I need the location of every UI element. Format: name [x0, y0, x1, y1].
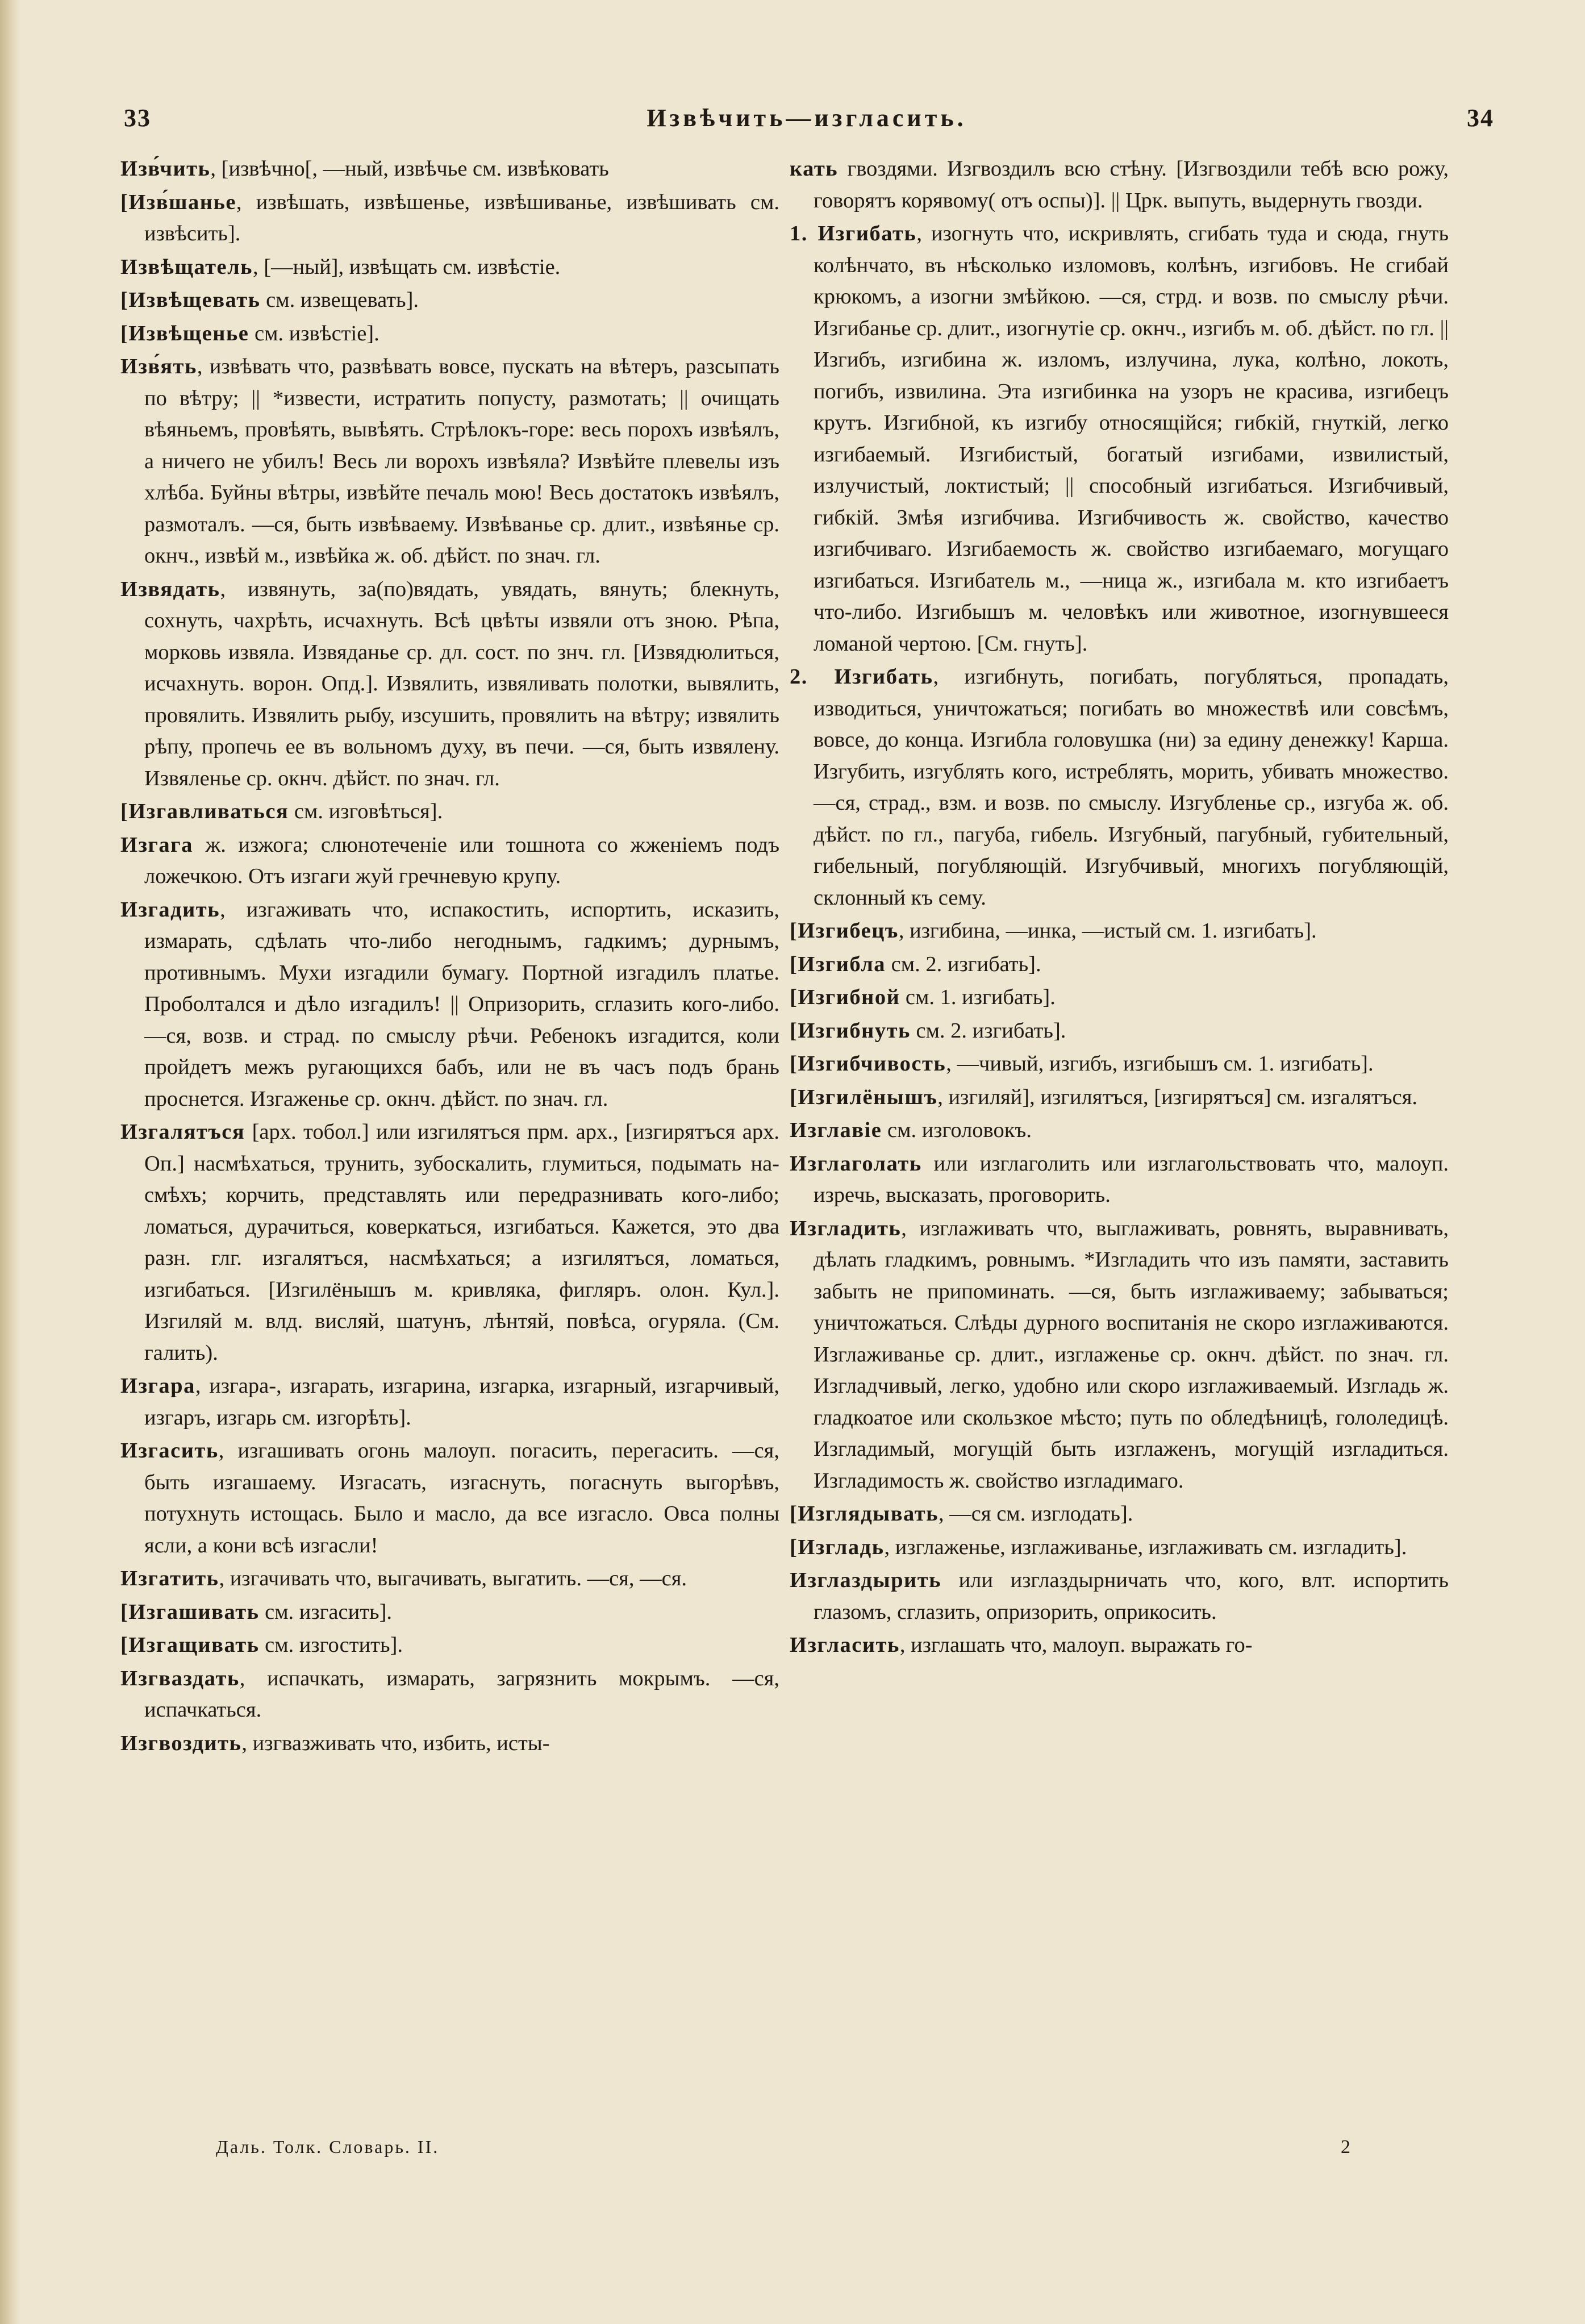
dictionary-entry: Изгалятъся [арх. тобол.] или изгилятъся прм. арх., [изгирятъся арх. Оп.] насмѣхаться, трунить, зубоскалить, глумиться, подымать на-смѣхъ; корчить, представлять или передразнивать кого-либо; ломаться, дурачиться, коверкаться, изгибаться. Кажется, это два разн. глг. изгалятъся, насмѣхаться; а изгилятъся, ломаться, изгибаться. [Изгилёнышъ м. кривляка, фигляръ. олон. Кул.]. Изгиляй м. влд. висляй, шатунъ, лѣнтяй, повѣса, огуряла. (См. галить).	[120, 1120, 779, 1365]
headword: Извѣщатель	[120, 255, 253, 279]
headword: [Изгладь	[790, 1535, 885, 1559]
headword: Извядать	[120, 577, 220, 601]
dictionary-entry: [Изгибчивость, —чивый, изгибъ, изгибышъ см. 1. изгибать].	[790, 1052, 1374, 1076]
dictionary-entry: [Извѣщевать см. извещевать].	[120, 288, 419, 312]
dictionary-entry: [Изглядывать, —ся см. изглодать].	[790, 1502, 1133, 1526]
dictionary-entry: [Изгибецъ, изгибина, —инка, —истый см. 1. изгибать].	[790, 919, 1317, 943]
left-column	[120, 153, 779, 1761]
headword: Изгатить	[120, 1567, 219, 1590]
headword: [Изгибнуть	[790, 1018, 911, 1043]
dictionary-entry: Изгадить, изгаживать что, испакостить, испортить, исказить, измарать, сдѣлать что-либо негоднымъ, гадкимъ; дурнымъ, противнымъ. Мухи изгадили бумагу. Портной изгадилъ платье. Проболтался и дѣло изгадилъ! || Опризорить, сглазить кого-либо. —ся, возв. и страд. по смыслу рѣчи. Ребенокъ изгадится, коли пройдетъ межъ ругающихся бабъ, или не въ часъ подъ брань проснется. Изгаженье ср. окнч. дѣйст. по знач. гл.	[120, 897, 779, 1111]
dictionary-entry: [Изгибной см. 1. изгибать].	[790, 985, 1056, 1009]
dictionary-entry: Изгага ж. изжога; слюнотеченіе или тошнота со жженіемъ подъ ложечкою. Отъ изгаги жуй гречневую крупу.	[120, 832, 779, 888]
dictionary-entry: [Изгибла см. 2. изгибать].	[790, 952, 1041, 976]
headword: Изгага	[120, 832, 193, 857]
dictionary-entry: Изгара, изгара-, изгарать, изгарина, изгарка, изгарный, изгарчивый, изгаръ, изгарь см. изгорѣть].	[120, 1374, 779, 1430]
dictionary-entry: Изв́чить, [извѣчно[, —ный, извѣчье см. извѣковать	[120, 157, 609, 181]
dictionary-entry: [Изгилёнышъ, изгиляй], изгилятъся, [изгирятъся] см. изгалятъся.	[790, 1085, 1418, 1109]
dictionary-entry: Изглавіе см. изголовокъ.	[790, 1118, 1032, 1142]
dictionary-entry: [Изгашивать см. изгасить].	[120, 1600, 393, 1624]
headword: Изгадить	[120, 897, 220, 922]
headword: Изглаголать	[790, 1151, 922, 1176]
dictionary-entry: Изв́ять, извѣвать что, развѣвать вовсе, пускать на вѣтеръ, разсыпать по вѣтру; || *извести, истратить попусту, размотать; || очищать вѣяньемъ, провѣять, вывѣять. Стрѣлокъ-горе: весь порохъ извѣялъ, а ничего не убилъ! Весь ли ворохъ извѣяла? Извѣйте плевелы изъ хлѣба. Буйны вѣтры, извѣйте печаль мою! Весь достатокъ извѣялъ, размоталъ. —ся, быть извѣваему. Извѣванье ср. длит., извѣянье ср. окнч., извѣй м., извѣйка ж. об. дѣйст. по знач. гл.	[120, 355, 779, 568]
signature-mark: Даль. Толк. Словарь. II.	[216, 2136, 440, 2157]
dictionary-entry: Изгладить, изглаживать что, выглаживать, ровнять, выравнивать, дѣлать гладкимъ, ровнымъ. *Изгладить что изъ памяти, заставить забыть не припоминать. —ся, быть изглаживаему; забываться; уничтожаться. Слѣды дурного воспитанія не скоро изглаживаются. Изглаживанье ср. длит., изглаженье ср. окнч. дѣйст. по знач. гл. Изгладчивый, легко, удобно или скоро изглаживаемый. Изгладь ж. гладкоатое или скользкое мѣсто; путь по обледѣницѣ, гололедицѣ. Изгладимый, могущій быть изглаженъ, могущій изгладиться. Изгладимость ж. свойство изгладимаго.	[790, 1216, 1449, 1493]
dictionary-entry: [Извѣщенье см. извѣстіе].	[120, 321, 379, 345]
running-header	[119, 103, 1494, 143]
headword: 1. Изгибать	[790, 222, 917, 245]
headword: Изгласить	[790, 1633, 900, 1657]
dictionary-entry: Извядать, извянуть, за(по)вядать, увядать, вянуть; блекнуть, сохнуть, чахрѣть, исчахнуть. Всѣ цвѣты извяли отъ зною. Рѣпа, морковь извяла. Извяданье ср. дл. сост. по знч. гл. [Извядюлиться, исчахнуть. ворон. Опд.]. Извялить, извяливать полотки, вывялить, провялить. Извялить рыбу, изсушить, провялить на вѣтру; извялить рѣпу, пропечь ее въ вольномъ духу, въ печи. —ся, быть извялену. Извяленье ср. окнч. дѣйст. по знач. гл.	[120, 577, 779, 790]
headword: Изгвоздить	[120, 1731, 242, 1755]
dictionary-entry: [Изгибнуть см. 2. изгибать].	[790, 1018, 1066, 1043]
headword: Изгладить	[790, 1216, 902, 1240]
headword: [Извѣщевать	[120, 288, 261, 312]
dictionary-entry: [Изгащивать см. изгостить].	[120, 1633, 403, 1657]
dictionary-entry: Изгваздать, испачкать, измарать, загрязнить мокрымъ. —ся, испачкаться.	[120, 1666, 779, 1722]
headword: [Изглядывать	[790, 1502, 939, 1526]
dictionary-entry: Изглаздырить или изглаздырничать что, кого, влт. испортить глазомъ, сглазить, опризорить, оприкосить.	[790, 1568, 1449, 1624]
dictionary-entry: Изгатить, изгачивать что, выгачивать, выгатить. —ся, —ся.	[120, 1567, 687, 1590]
headword: кать	[790, 157, 839, 181]
dictionary-entry: [Изв́шанье, извѣшать, извѣшенье, извѣшиванье, извѣшивать см. извѣсить].	[120, 190, 779, 245]
dictionary-entry: кать гвоздями. Изгвоздилъ всю стѣну. [Изгвоздили тебѣ всю рожу, говорятъ корявому( отъ оспы)]. || Црк. выпуть, выдернуть гвозди.	[790, 157, 1449, 213]
headword: [Изгибчивость	[790, 1052, 946, 1076]
dictionary-entry: Изгласить, изглашать что, малоуп. выражать го-	[790, 1633, 1253, 1657]
headword: Изв́ять	[120, 355, 197, 378]
sheet-number: 2	[1341, 2136, 1350, 2158]
headword: [Изгилёнышъ	[790, 1085, 938, 1109]
dictionary-entry: Извѣщатель, [—ный], извѣщать см. извѣстіе.	[120, 255, 561, 279]
headword: Изгасить	[120, 1439, 219, 1463]
dictionary-entry: [Изгавливаться см. изговѣться].	[120, 799, 443, 823]
dictionary-entry: [Изгладь, изглаженье, изглаживанье, изглаживать см. изгладить].	[790, 1535, 1407, 1559]
headword: Изглавіе	[790, 1118, 882, 1142]
headword: [Изв́шанье	[120, 190, 236, 214]
headword: [Изгавливаться	[120, 799, 289, 823]
right-column	[790, 153, 1449, 1663]
dictionary-entry: Изгвоздить, изгвазживать что, избить, исты-	[120, 1731, 550, 1755]
headword: [Изгашивать	[120, 1600, 260, 1624]
dictionary-entry: 1. Изгибать, изогнуть что, искривлять, сгибать туда и сюда, гнуть колѣнчато, въ нѣсколько изломовъ, колѣнъ, изгибовъ. Не сгибай крюкомъ, а изогни змѣйкою. —ся, стрд. и возв. по смыслу рѣчи. Изгибанье ср. длит., изогнутіе ср. окнч., изгибъ м. об. дѣйст. по гл. || Изгибъ, изгибина ж. изломъ, излучина, лука, колѣно, локоть, погибъ, извилина. Эта изгибинка на узоръ не красива, изгибецъ крутъ. Изгибной, къ изгибу относящійся; гибкій, гнуткій, легко изгибаемый. Изгибистый, богатый изгибами, извилистый, излучистый, локтистый; || способный изгибаться. Изгибчивый, гибкій. Змѣя изгибчива. Изгибчивость ж. свойство, качество изгибчиваго. Изгибаемость ж. свойство изгибаемаго, могущаго изгибаться. Изгибатель м., —ница ж., изгибала м. кто изгибаетъ что-либо. Изгибышъ м. человѣкъ или животное, изогнувшееся ломаной чертою. [См. гнуть].	[790, 222, 1449, 656]
headword: [Изгибла	[790, 952, 886, 976]
dictionary-entry: 2. Изгибать, изгибнуть, погибать, погубляться, пропадать, изводиться, уничтожаться; погибать во множествѣ или совсѣмъ, вовсе, до конца. Изгибла головушка (ни) за едину денежку! Карша. Изгубить, изгублять кого, истреблять, морить, убивать множество. —ся, страд., взм. и возв. по смыслу. Изгубленье ср., изгуба ж. об. дѣйст. по гл., пагуба, гибель. Изгубный, пагубный, губительный, гибельный, погубляющій. Изгубчивый, многихъ погубляющій, склонный къ сему.	[790, 665, 1449, 910]
headword: Изгваздать	[120, 1666, 240, 1690]
headword: Изгалятъся	[120, 1120, 245, 1144]
headword: Изв́чить	[120, 157, 211, 181]
page-number-left: 33	[124, 104, 151, 132]
running-title: Извѣчить—изгласить.	[646, 104, 967, 132]
headword: Изгара	[120, 1374, 195, 1398]
page-edge	[0, 0, 20, 2324]
headword: Изглаздырить	[790, 1568, 941, 1592]
headword: 2. Изгибать	[790, 665, 933, 689]
dictionary-entry: Изглаголать или изглаголить или изглагольствовать что, малоуп. изречь, высказать, проговорить.	[790, 1151, 1449, 1207]
headword: [Изгибной	[790, 985, 900, 1009]
dictionary-entry: Изгасить, изгашивать огонь малоуп. погасить, перегасить. —ся, быть изгашаему. Изгасать, изгаснуть, погаснуть выгорѣвъ, потухнуть истощась. Было и масло, да все изгасло. Овса полны ясли, а кони всѣ изгасли!	[120, 1439, 779, 1557]
headword: [Изгащивать	[120, 1633, 260, 1657]
headword: [Извѣщенье	[120, 321, 249, 345]
page-number-right: 34	[1467, 104, 1494, 132]
headword: [Изгибецъ	[790, 919, 899, 943]
